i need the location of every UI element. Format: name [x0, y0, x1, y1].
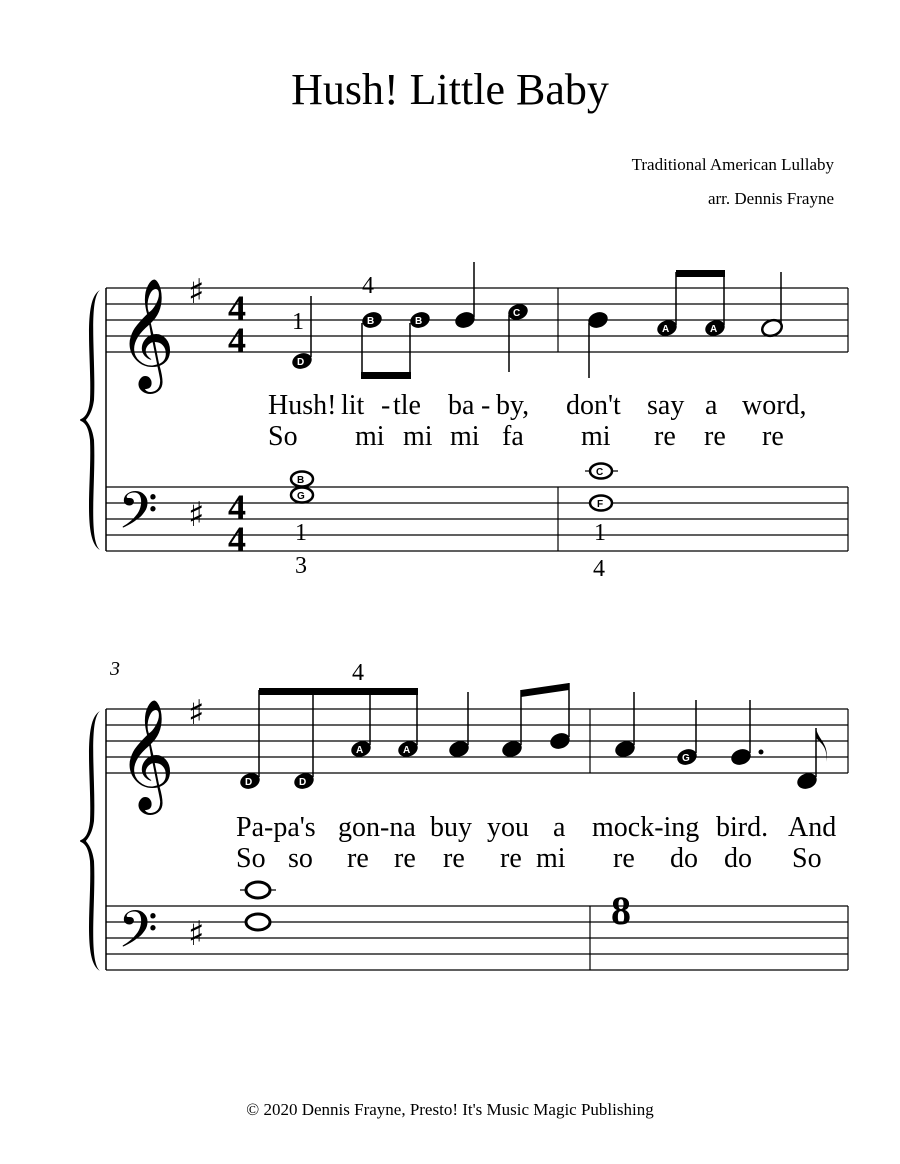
- note-quarter: [453, 262, 477, 330]
- lyric-syllable: tle: [393, 390, 421, 421]
- arranger-credit: arr. Dennis Frayne: [707, 189, 834, 208]
- lyric-syllable: mock-ing: [592, 812, 700, 843]
- page-title: Hush! Little Baby: [291, 65, 609, 114]
- bass-staff-2: [106, 906, 848, 970]
- solfege-syllable: do: [670, 843, 698, 874]
- solfege-syllable: re: [347, 843, 369, 874]
- svg-text:D: D: [299, 777, 307, 788]
- svg-text:A: A: [662, 324, 670, 335]
- note-eighth: [360, 310, 384, 378]
- beam: [361, 372, 411, 379]
- svg-text:B: B: [415, 316, 423, 327]
- note-eighth: [703, 272, 727, 338]
- sharp-icon: ♯: [188, 693, 205, 733]
- lyric-syllable: a: [553, 812, 566, 843]
- lyric-hyphen: -: [381, 390, 391, 421]
- fingering: 1: [594, 520, 606, 546]
- lyric-syllable: a: [705, 390, 718, 421]
- treble-staff-1: [106, 288, 848, 352]
- note-quarter: [675, 700, 699, 767]
- solfege-syllable: So: [236, 843, 266, 874]
- lyric-syllable: by,: [496, 390, 530, 421]
- note-quarter: [506, 302, 530, 372]
- fingering: 1: [295, 520, 307, 546]
- solfege-syllable: re: [443, 843, 465, 874]
- svg-text:G: G: [682, 753, 690, 764]
- lyric-syllable: gon-na: [338, 812, 416, 843]
- solfege-syllable: So: [792, 843, 822, 874]
- lyric-syllable: bird.: [716, 812, 769, 843]
- note-eighth: [795, 728, 827, 791]
- note-eighth: [408, 310, 432, 378]
- lyric-syllable: Pa-pa's: [236, 812, 316, 843]
- svg-text:B: B: [297, 475, 305, 486]
- svg-text:D: D: [297, 357, 305, 368]
- note-eighth: [655, 272, 679, 338]
- bass-clef-icon: 𝄢: [118, 480, 158, 553]
- bass-staff-1: [106, 487, 848, 551]
- solfege-syllable: mi: [450, 421, 480, 452]
- lyric-syllable: buy: [430, 812, 472, 843]
- solfege-syllable: mi: [355, 421, 385, 452]
- treble-clef-icon: 𝄞: [118, 698, 175, 810]
- solfege-syllable: re: [613, 843, 635, 874]
- lyric-hyphen: -: [481, 390, 491, 421]
- svg-text:D: D: [245, 777, 253, 788]
- bass-clef-icon: 𝄢: [118, 899, 158, 972]
- lyric-syllable: ba: [448, 390, 475, 421]
- svg-text:C: C: [596, 467, 604, 478]
- time-sig-top: 4: [228, 487, 246, 527]
- measure-number: 3: [110, 658, 120, 680]
- fingering: 4: [593, 556, 605, 582]
- beam: [259, 688, 418, 695]
- svg-text:B: B: [367, 316, 375, 327]
- fingering: 4: [362, 273, 374, 299]
- treble-clef-icon: 𝄞: [118, 277, 175, 389]
- fingering: 4: [352, 660, 364, 686]
- sharp-icon: ♯: [188, 914, 205, 954]
- solfege-syllable: re: [654, 421, 676, 452]
- fingering: 1: [292, 309, 304, 335]
- composer-credit: Traditional American Lullaby: [631, 155, 834, 174]
- time-sig-bottom: 4: [228, 519, 246, 559]
- solfege-syllable: so: [288, 843, 313, 874]
- note-quarter: [447, 692, 471, 759]
- solfege-syllable: mi: [536, 843, 566, 874]
- lyric-syllable: lit: [341, 390, 365, 421]
- sharp-icon: ♯: [188, 495, 205, 535]
- svg-text:F: F: [597, 499, 604, 510]
- sharp-icon: ♯: [188, 272, 205, 312]
- beam: [521, 683, 569, 697]
- solfege-syllable: re: [704, 421, 726, 452]
- lyric-syllable: And: [788, 812, 837, 843]
- lyric-syllable: say: [647, 390, 685, 421]
- note-quarter: [613, 692, 637, 759]
- copyright-footer: © 2020 Dennis Frayne, Presto! It's Music Magic Publishing: [246, 1100, 654, 1119]
- solfege-syllable: re: [500, 843, 522, 874]
- svg-text:A: A: [710, 324, 718, 335]
- svg-text:C: C: [513, 308, 521, 319]
- solfege-syllable: mi: [581, 421, 611, 452]
- solfege-syllable: mi: [403, 421, 433, 452]
- lyric-syllable: don't: [566, 390, 621, 421]
- beam: [676, 270, 725, 277]
- bass-chord-symbol: 8: [611, 888, 631, 933]
- svg-text:A: A: [356, 745, 364, 756]
- svg-text:A: A: [403, 745, 411, 756]
- lyric-syllable: you: [487, 812, 529, 843]
- solfege-syllable: So: [268, 421, 298, 452]
- solfege-syllable: fa: [502, 421, 524, 452]
- grand-staff-brace: [80, 290, 100, 550]
- lyric-syllable: word,: [742, 390, 807, 421]
- solfege-syllable: re: [394, 843, 416, 874]
- lyric-syllable: Hush!: [268, 390, 337, 421]
- time-sig-top: 4: [228, 288, 246, 328]
- fingering: 3: [295, 553, 307, 579]
- svg-text:G: G: [297, 491, 305, 502]
- time-sig-bottom: 4: [228, 320, 246, 360]
- grand-staff-brace: [80, 711, 100, 971]
- solfege-syllable: re: [762, 421, 784, 452]
- note-quarter: [586, 310, 610, 378]
- note-eighth: [548, 683, 572, 751]
- note-half: [760, 272, 784, 338]
- solfege-syllable: do: [724, 843, 752, 874]
